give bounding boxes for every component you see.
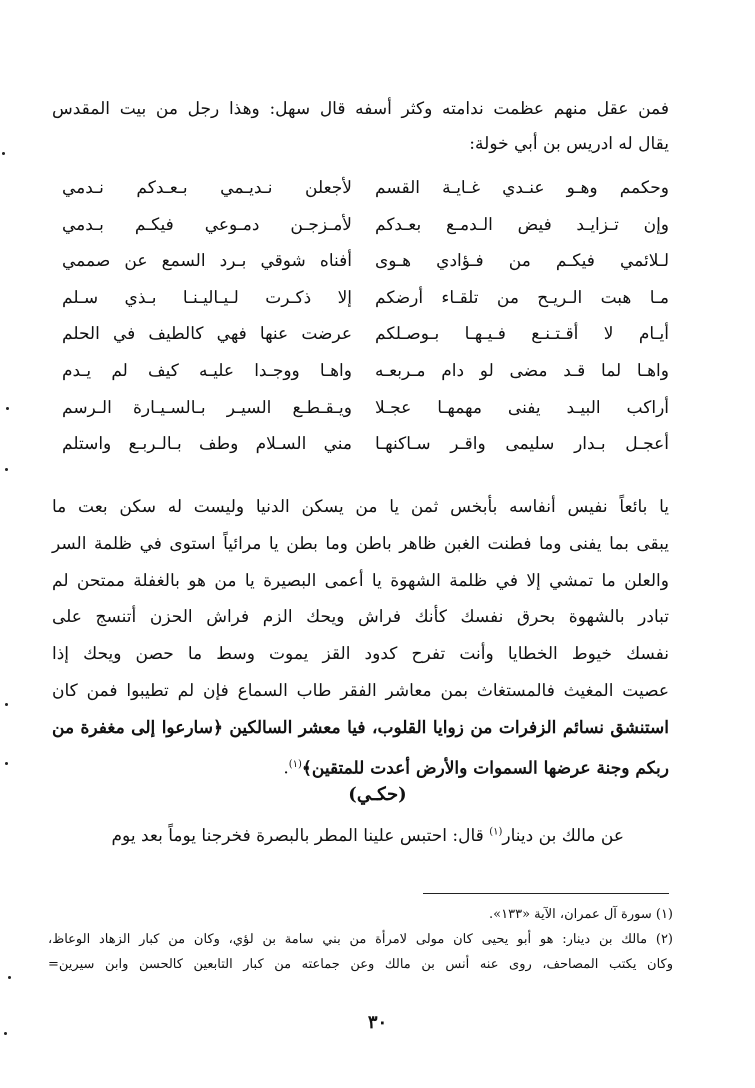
intro-line: فمن عقل منهم عظمت ندامته وكثر أسفه قال سهل: وهذا رجل من بيت المقدس	[52, 99, 669, 119]
footnote-ref: (١)	[288, 758, 302, 770]
verse-second-hemistich: إلا ذكـرت لـيـاليـنـا بـذي سـلم	[62, 287, 352, 308]
body-line: عصيت المغيث فالمستغاث بمن معاشر الفقر طاب السماع فإن لم تطيبوا فمن كان	[52, 680, 669, 701]
story-line	[112, 826, 624, 846]
poem-verse	[52, 361, 669, 398]
section-heading: (حكـي)	[348, 784, 407, 805]
body-line: يبقى بما يفنى وما فطنت الغبن ظاهر باطن وما بطن يا مرائياً استوى في ظلمة السر	[52, 533, 669, 554]
poem-verse	[52, 178, 669, 215]
verse-second-hemistich: ويـقـطـع السيـر بـالسـيـارة الـرسم	[62, 397, 352, 418]
body-line: يا بائعاً نفيس أنفاسه بأبخس ثمن يا من يسكن الدنيا وليست له سكن بعت ما	[52, 497, 669, 517]
verse-first-hemistich: وإن تـزايـد فيض الـدمـع بعـدكم	[375, 214, 669, 235]
verse-first-hemistich: أعجـل بـدار سليمى واقـر سـاكنهـا	[375, 434, 669, 455]
verse-second-hemistich: لأجعلن نـديـمي بـعـدكم نـدمي	[62, 178, 352, 198]
footnote-continued: وكان يكتب المصاحف، روى عنه أنس بن مالك وعن جماعته من كبار التابعين كالحسن وابن سيرين=	[48, 957, 673, 972]
scan-speck	[4, 1032, 7, 1035]
story-rest: قال: احتبس علينا المطر بالبصرة فخرجنا يوماً بعد يوم	[111, 826, 490, 846]
scan-speck	[2, 152, 5, 155]
body-paragraph	[52, 489, 669, 787]
poem-verse	[52, 398, 669, 435]
verse-second-hemistich: مني السـلام وطف بـالـربـع واستلم	[62, 434, 352, 455]
scan-speck	[6, 407, 9, 410]
poem-verse	[52, 215, 669, 252]
verse-first-hemistich: واهـا لما قـد مضى لو دام مـربعـه	[375, 360, 669, 381]
footnote: (١) سورة آل عمران، الآية «١٣٣».	[489, 907, 673, 922]
poem	[52, 178, 669, 471]
scan-speck	[5, 468, 8, 471]
footnotes	[48, 902, 673, 977]
poem-verse	[52, 288, 669, 325]
scan-speck	[5, 762, 8, 765]
poem-verse	[52, 251, 669, 288]
body-line: تبادر بالشهوة بحرق نفسك كأنك فراش ويحك الزم فراش الحزن أتنسج على	[52, 607, 669, 628]
poem-verse	[52, 324, 669, 361]
verse-first-hemistich: أيـام لا أقـتـنـع فـيـهـا بـوصـلكم	[375, 324, 669, 345]
verse-first-hemistich: وحكمم وهـو عنـدي غـايـة القسم	[375, 178, 669, 198]
period: .	[283, 758, 289, 779]
footnote-separator	[423, 893, 669, 894]
verse-first-hemistich: مـا هبت الـريـح من تلقـاء أرضكم	[375, 287, 669, 308]
footnote-ref: (١)	[489, 826, 503, 838]
scan-speck	[5, 703, 8, 706]
body-line: والعلن ما تمشي إلا في ظلمة الشهوة يا أعمى البصيرة يا من هو بالغفلة ممتحن لم	[52, 570, 669, 591]
page-number: ٣٠	[367, 1012, 388, 1033]
body-line: استنشق نسائم الزفرات من زوايا القلوب، فيا معشر السالكين ﴿سارعوا إلى مغفرة من	[52, 717, 669, 738]
verse-first-hemistich: لـلائمي فيكـم من فـؤادي هـوى	[375, 251, 669, 272]
verse-second-hemistich: لأمـزجـن دمـوعي فيكـم بـدمي	[62, 214, 352, 235]
verse-first-hemistich: أراكب البيـد يفنى مهمهـا عجـلا	[375, 397, 669, 418]
intro-line: يقال له ادريس بن أبي خولة:	[469, 134, 669, 154]
verse-second-hemistich: عرضت عنها فهي كالطيف في الحلم	[62, 324, 352, 345]
poem-verse	[52, 434, 669, 471]
footnote: (٢) مالك بن دينار: هو أبو يحيى كان مولى لامرأة من بني سامة بن لؤي، وكان من كبار الزهاد الوعاظ،	[48, 932, 673, 947]
story-subject: عن مالك بن دينار	[502, 826, 624, 846]
body-line-final	[52, 747, 669, 787]
quran-verse: ربكم وجنة عرضها السموات والأرض أعدت للمتقين﴾	[301, 758, 669, 779]
body-line: نفسك خيوط الخطايا وأنت تفرح كدود القز يموت وسط ما حصن ويحك إذا	[52, 644, 669, 665]
verse-second-hemistich: واهـا ووجـدا عليـه كيف لم يـدم	[62, 360, 352, 381]
verse-second-hemistich: أفناه شوقي بـرد السمع عن صممي	[62, 251, 352, 272]
intro-paragraph	[52, 92, 669, 162]
scan-speck	[8, 976, 11, 979]
